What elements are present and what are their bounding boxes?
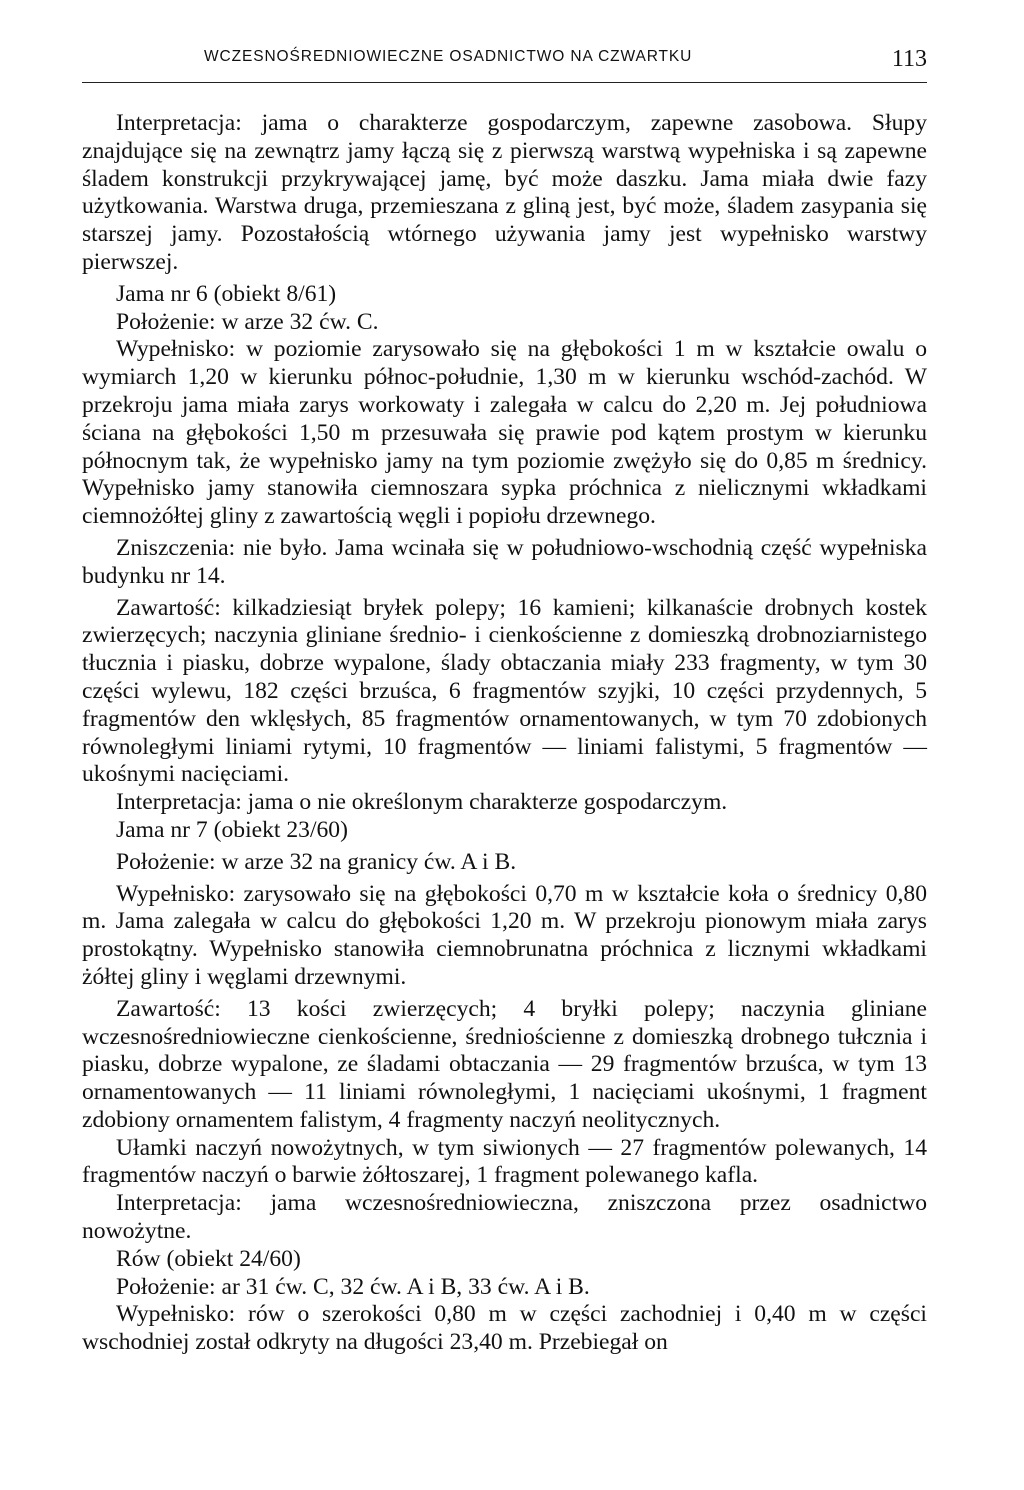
running-title: WCZESNOŚREDNIOWIECZNE OSADNICTWO NA CZWARTKU	[204, 48, 693, 65]
header-rule	[82, 82, 927, 83]
paragraph-pit-6-contents: Zawartość: kilkadziesiąt bryłek polepy; 16 kamieni; kilkanaście drobnych kostek zwierzęcych; naczynia gliniane średnio- i cienkościenne z domieszką drobnoziarnistego tłucznia i piasku, dobrze wypalone, ślady obtaczania miały 233 fragmenty, w tym 30 części wylewu, 182 części brzuśca, 6 fragmentów szyjki, 10 części przydennych, 5 fragmentów den wklęsłych, 85 fragmentów ornamentowanych, w tym 70 zdobionych równoległymi liniami rytymi, 10 fragmentów — liniami falistymi, 5 fragmentów — ukośnymi nacięciami.	[82, 594, 927, 788]
paragraph-pit-7-heading: Jama nr 7 (obiekt 23/60)	[116, 816, 348, 843]
paragraph-pit-6-interpretation: Interpretacja: jama o nie określonym charakterze gospodarczym.	[116, 789, 728, 816]
paragraph-pit-7-location: Położenie: w arze 32 na granicy ćw. A i B.	[116, 848, 517, 875]
paragraph-ditch-heading: Rów (obiekt 24/60)	[116, 1245, 301, 1272]
paragraph-pit-7-contents: Zawartość: 13 kości zwierzęcych; 4 bryłki polepy; naczynia gliniane wczesnośredniowieczne cienkościenne, średniościenne z domieszką drobnego tułcznia i piasku, dobrze wypalone, ze śladami obtaczania — 29 fragmentów brzuśca, w tym 13 ornamentowanych — 11 liniami równoległymi, 1 nacięciami ukośnymi, 1 fragment zdobiony ornamentem falistym, 4 fragmenty naczyń neolitycznych.	[82, 995, 927, 1133]
paragraph-pit-6-fill: Wypełnisko: w poziomie zarysowało się na głębokości 1 m w kształcie owalu o wymiarch 1,20 w kierunku północ-południe, 1,30 m w kierunku wschód-zachód. W przekroju jama miała zarys workowaty i zalegała w calcu do 2,20 m. Jej południowa ściana na głębokości 1,50 m przesuwała się prawie pod kątem prostym w kierunku północnym tak, że wypełnisko jamy na tym poziomie zwężyło się do 0,85 m średnicy. Wypełnisko jamy stanowiła ciemnoszara sypka próchnica z nielicznymi wkładkami ciemnożółtej gliny z zawartością węgli i popiołu drzewnego.	[82, 336, 927, 530]
paragraph-pit-7-modern-sherds: Ułamki naczyń nowożytnych, w tym siwionych — 27 fragmentów polewanych, 14 fragmentów naczyń o barwie żółtoszarej, 1 fragment polewanego kafla.	[82, 1134, 927, 1189]
paragraph-interpretation-1: Interpretacja: jama o charakterze gospodarczym, zapewne zasobowa. Słupy znajdujące się na zewnątrz jamy łączą się z pierwszą warstwą wypełniska i są zapewne śladem konstrukcji przykrywającej jamę, być może daszku. Jama miała dwie fazy użytkowania. Warstwa druga, przemieszana z gliną jest, być może, śladem zasypania się starszej jamy. Pozostałością wtórnego używania jamy jest wypełnisko warstwy pierwszej.	[82, 110, 927, 275]
paragraph-pit-7-fill: Wypełnisko: zarysowało się na głębokości 0,70 m w kształcie koła o średnicy 0,80 m. Jama zalegała w calcu do głębokości 1,20 m. W przekroju pionowym miała zarys prostokątny. Wypełnisko stanowiła ciemnobrunatna próchnica z licznymi wkładkami żółtej gliny i węglami drzewnymi.	[82, 880, 927, 990]
page-header	[82, 38, 927, 86]
paragraph-ditch-location: Położenie: ar 31 ćw. C, 32 ćw. A i B, 33 ćw. A i B.	[116, 1273, 590, 1300]
paragraph-pit-6-heading: Jama nr 6 (obiekt 8/61)	[116, 280, 337, 307]
paragraph-pit-6-location: Położenie: w arze 32 ćw. C.	[116, 308, 379, 335]
paragraph-pit-6-damage: Zniszczenia: nie było. Jama wcinała się w południowo-wschodnią część wypełniska budynku nr 14.	[82, 534, 927, 589]
body-text	[82, 110, 927, 1357]
paragraph-ditch-fill: Wypełnisko: rów o szerokości 0,80 m w części zachodniej i 0,40 m w części wschodniej został odkryty na długości 23,40 m. Przebiegał on	[82, 1301, 927, 1356]
page-number: 113	[891, 46, 927, 72]
paragraph-pit-7-interpretation: Interpretacja: jama wczesnośredniowieczna, zniszczona przez osadnictwo nowożytne.	[82, 1190, 927, 1245]
